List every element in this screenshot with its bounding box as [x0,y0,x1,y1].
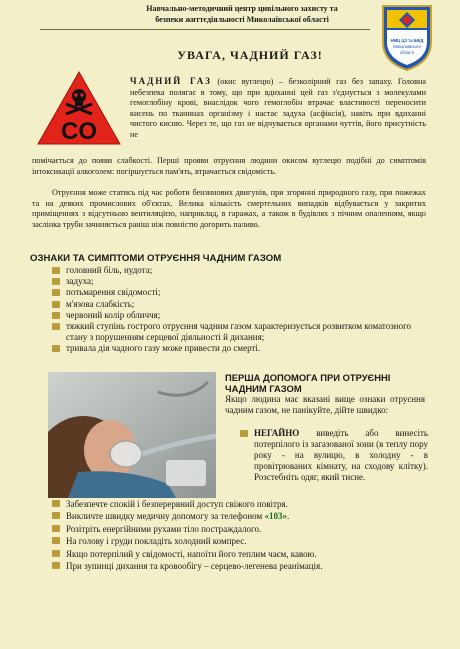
first-aid-main-item [240,428,428,483]
symptom-text: тривала дія чадного газу може привести до смерті. [66,343,261,354]
bullet-icon [52,289,60,296]
phone-suffix: . [286,511,290,522]
first-aid-text: При зупинці дихання та кровообігу – серцево-легенева реанімація. [66,561,323,572]
first-aid-text: Розітріть енергійними рухами тіло постраждалого. [66,523,262,534]
list-item [52,299,422,310]
bullet-icon [240,430,248,437]
list-item [52,321,422,343]
first-aid-text: Викличте швидку медичну допомогу за телефоном [66,511,265,522]
symptom-text: потьмарення свідомості; [66,287,161,298]
first-aid-main-text [240,428,428,483]
svg-text:НМЦ ЦЗ та БЖД: НМЦ ЦЗ та БЖД [390,38,424,43]
svg-text:Миколаївської: Миколаївської [393,44,421,49]
first-aid-text: Забезпечте спокій і безперервний доступ свіжого повітря. [66,499,288,509]
first-aid-text: Якщо потерпілий у свідомості, напоїти його теплим чаєм, кавою. [66,548,317,559]
list-item [52,343,422,354]
list-item [52,548,432,560]
bullet-icon [52,312,60,319]
organization-name [92,3,392,25]
poster-title: УВАГА, ЧАДНИЙ ГАЗ! [177,48,323,62]
symptom-text: червоний колір обличчя; [66,309,161,320]
list-item [52,265,422,276]
organization-line-2: безпеки життєдіяльності Миколаївської області [155,15,329,24]
symptom-text: задуха; [66,276,94,287]
bullet-icon [52,301,60,308]
co-label: CO [61,118,97,145]
first-aid-text: На голову і груди покладіть холодний компрес. [66,536,247,547]
list-item [52,560,432,572]
bullet-icon [52,525,60,532]
co-warning-sign-icon [36,70,122,146]
bullet-icon [52,267,60,274]
first-aid-heading: ПЕРША ДОПОМОГА ПРИ ОТРУЄННІ ЧАДНИМ ГАЗОМ [225,372,391,394]
list-item [52,310,422,321]
bullet-icon [52,512,60,519]
intro-paragraph-part-1 [130,76,426,141]
oxygen-mask-photo [48,372,216,498]
urgent-word: НЕГАЙНО [254,428,300,438]
bullet-icon [52,537,60,544]
list-item [52,523,432,535]
list-item [52,510,432,522]
symptom-text: головний біль, нудота; [66,265,153,275]
first-aid-intro: Якщо людина має вказані вище ознаки отруєння чадним газом, не панікуйте, дійте швидко: [225,394,425,415]
bullet-icon [52,562,60,569]
first-aid-list [52,498,432,572]
emblem-icon [379,2,435,72]
causes-paragraph: Отруєння може статись під час роботи бензинових двигунів, при згорянні природного газу, при пожежах та на деяких промислових об'єктах. Велика кількість смертельних випадків відбувається у закритих приміщеннях з відсутньою вентиляцією, наприклад, в гаражах, а також в будівлях з пічним опаленням, якщо заслінка труби зачиняється раніш ніж повністю догорить паливо. [32,188,426,229]
bullet-icon [52,550,60,557]
bullet-icon [52,345,60,352]
symptoms-heading: ОЗНАКИ ТА СИМПТОМИ ОТРУЄННЯ ЧАДНИМ ГАЗОМ [30,253,282,264]
bullet-icon [52,500,60,507]
intro-lead-word: ЧАДНИЙ ГАЗ [130,76,212,86]
bullet-icon [52,278,60,285]
intro-paragraph-text: (окис вуглецю) – безколірний газ без запаху. Головна небезпека полягає в тому, що при вдиханні цей газ з'єднується з молекулами гемоглобіну крові, внаслідок чого гемоглобін втрачає властивості переносити кисень по тканинах організму і настає задуха (асфіксія), навіть при вдиханні чистого кисню. Через те, що газ не відчувається органами чуттів, його присутність не [130,77,426,139]
list-item [52,535,432,547]
symptom-text: тяжкий ступінь гострого отруєння чадним газом характеризується розвитком коматозного стану з порушенням серцевої діяльності й дихання; [66,321,412,343]
first-aid-main-rest: виведіть або винесіть потерпілого із загазованої зони (в теплу пору року - на вулицю, в холодну - в провітрюваних кімнату, на сходову клітку). Розстебніть одяг, який тисне. [254,428,428,482]
list-item [52,276,422,287]
emergency-phone: «103» [264,511,287,522]
list-item [52,287,422,298]
symptoms-list [52,265,422,355]
list-item [52,498,432,510]
bullet-icon [52,323,60,330]
header-divider [40,29,370,30]
intro-paragraph-part-2: помічається до появи слабкості. Перші прояви отруєння людини окисом вуглецю подібні до симптомів інтоксикації алкоголем: погіршується пам'ять, втрачається свідомість. [32,156,426,176]
svg-text:області: області [399,50,415,55]
organization-line-1: Навчально-методичний центр цивільного захисту та [146,4,338,13]
symptom-text: м'язова слабкість; [66,298,135,309]
